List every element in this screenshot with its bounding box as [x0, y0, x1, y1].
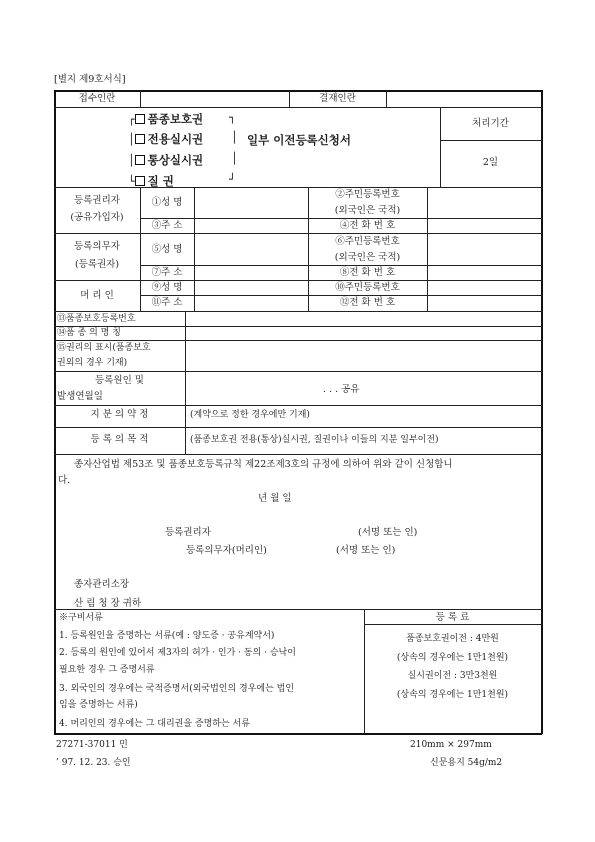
- share-label: 지 분 의 약 정: [90, 409, 149, 420]
- checkbox-variety-right[interactable]: [135, 114, 145, 124]
- obligor-phone-field[interactable]: [429, 266, 539, 279]
- agent-id-field[interactable]: [429, 281, 539, 294]
- addressee-forest-service: 산 림 청 장 귀하: [74, 598, 142, 609]
- agent-name-field[interactable]: [196, 281, 306, 294]
- fee-license-transfer: 실시권이전 : 3만3천원: [407, 671, 498, 681]
- approval-date: ’ 97. 12. 23. 승인: [56, 758, 131, 768]
- document-item-2: 2. 등록의 원인에 있어서 제3자의 허가 · 인가 · 동의 · 승낙이: [59, 648, 296, 658]
- fee-heading: 등 록 료: [435, 612, 470, 623]
- rightholder-name-label: ①성 명: [151, 197, 183, 208]
- share-note[interactable]: (계약으로 정한 경우에만 기재): [190, 410, 310, 420]
- declaration-text-end: 다.: [58, 475, 71, 486]
- applicant-obligor-sign[interactable]: (서명 또는 인): [336, 545, 396, 556]
- obligor-id-note: (외국인은 국적): [334, 252, 401, 263]
- obligor-address-label: ⑦주 소: [151, 267, 183, 278]
- fee-variety-transfer: 품종보호권이전 : 4만원: [406, 634, 499, 644]
- cause-date-label: 발생연월일: [57, 391, 103, 402]
- rightholder-address-label: ③주 소: [151, 220, 183, 231]
- variety-name-label: ⑭품 종 의 명 칭: [57, 328, 121, 338]
- obligor-address-field[interactable]: [196, 266, 306, 279]
- rightholder-address-field[interactable]: [196, 219, 306, 232]
- rightholder-phone-field[interactable]: [429, 219, 539, 232]
- document-item-4: 4. 머리인의 경우에는 그 대리권을 증명하는 서류: [59, 719, 250, 729]
- right-display-label: ⑮권리의 표시(품종보호: [57, 343, 151, 353]
- cause-date-value[interactable]: . . . 공유: [323, 384, 360, 395]
- agent-label: 머 리 인: [80, 290, 114, 301]
- rightholder-label: 등록권리자: [74, 195, 120, 206]
- addressee-seed-office: 종자관리소장: [74, 579, 130, 590]
- document-item-2-cont: 필요한 경우 그 증명서류: [59, 665, 155, 675]
- right-display-field[interactable]: [187, 341, 539, 370]
- checkbox-exclusive-license[interactable]: [135, 134, 145, 144]
- agent-phone-field[interactable]: [429, 296, 539, 310]
- agent-id-label: ⑩주민등록번호: [335, 282, 400, 293]
- approval-column-label: 결재인란: [319, 93, 356, 104]
- variety-name-field[interactable]: [187, 327, 539, 339]
- checkbox-nonexclusive-license[interactable]: [135, 155, 145, 165]
- rightholder-id-field[interactable]: [429, 189, 539, 217]
- right-display-sublabel: 권외의 경우 기재): [57, 358, 128, 368]
- obligor-phone-label: ⑧전 화 번 호: [339, 267, 396, 278]
- rightholder-name-field[interactable]: [196, 189, 306, 217]
- receipt-column-label: 접수인란: [78, 93, 116, 104]
- fee-variety-inheritance: (상속의 경우에는 1만1천원): [396, 653, 509, 663]
- processing-period-value: 2일: [482, 157, 499, 168]
- purpose-note[interactable]: (품종보호권 전용(통상)실시권, 질권이나 이들의 지분 일부이전): [190, 435, 439, 445]
- obligor-label: 등록의무자: [74, 241, 120, 252]
- purpose-label: 등 록 의 목 적: [90, 434, 149, 445]
- document-item-3-cont: 임을 증명하는 서류): [59, 700, 138, 710]
- checkbox-pledge[interactable]: [135, 176, 145, 186]
- registration-number-label: ⑬품종보호등록번호: [57, 314, 136, 324]
- declaration-text: 종자산업법 제53조 및 품종보호등록규칙 제22조제3호의 규정에 의하여 위와 같이 신청합니: [74, 459, 453, 470]
- document-item-3: 3. 외국인의 경우에는 국적증명서(외국법인의 경우에는 법인: [59, 684, 295, 694]
- paper-size: 210mm × 297mm: [410, 740, 492, 750]
- application-date[interactable]: 년 월 일: [258, 493, 292, 504]
- fee-license-inheritance: (상속의 경우에는 1만1천원): [396, 690, 509, 700]
- obligor-id-label: ⑥주민등록번호: [335, 236, 400, 247]
- rightholder-id-note: (외국인은 국적): [334, 205, 401, 216]
- documents-heading: ※구비서류: [59, 613, 103, 623]
- rightholder-id-label: ②주민등록번호: [335, 189, 400, 200]
- processing-period-label: 처리기간: [472, 118, 509, 129]
- agent-address-label: ⑪주 소: [151, 297, 183, 308]
- applicant-rightholder: 등록권리자: [165, 527, 211, 538]
- agent-phone-label: ⑫전 화 번 호: [339, 297, 396, 308]
- document-item-1: 1. 등록원인을 증명하는 서류(예 : 양도증 · 공유계약서): [59, 631, 275, 641]
- cause-label: 등록원인 및: [95, 375, 144, 386]
- rightholder-phone-label: ④전 화 번 호: [339, 220, 396, 231]
- agent-address-field[interactable]: [196, 296, 306, 310]
- title-suffix: 일부 이전등록신청서: [247, 133, 351, 147]
- agent-name-label: ⑨성 명: [151, 282, 183, 293]
- applicant-rightholder-sign[interactable]: (서명 또는 인): [358, 527, 418, 538]
- form-code: 27271-37011 민: [56, 740, 128, 750]
- registration-number-field[interactable]: [187, 312, 539, 325]
- paper-type: 신문용지 54g/m2: [430, 758, 503, 768]
- obligor-name-field[interactable]: [196, 235, 306, 264]
- form-label: [별지 제9호서식]: [54, 74, 126, 85]
- obligor-sublabel: (등록권자): [74, 259, 120, 270]
- obligor-name-label: ⑤성 명: [151, 244, 183, 255]
- applicant-obligor: 등록의무자(머리인): [186, 545, 267, 556]
- rightholder-sublabel: (공유가입자): [70, 212, 124, 223]
- obligor-id-field[interactable]: [429, 235, 539, 264]
